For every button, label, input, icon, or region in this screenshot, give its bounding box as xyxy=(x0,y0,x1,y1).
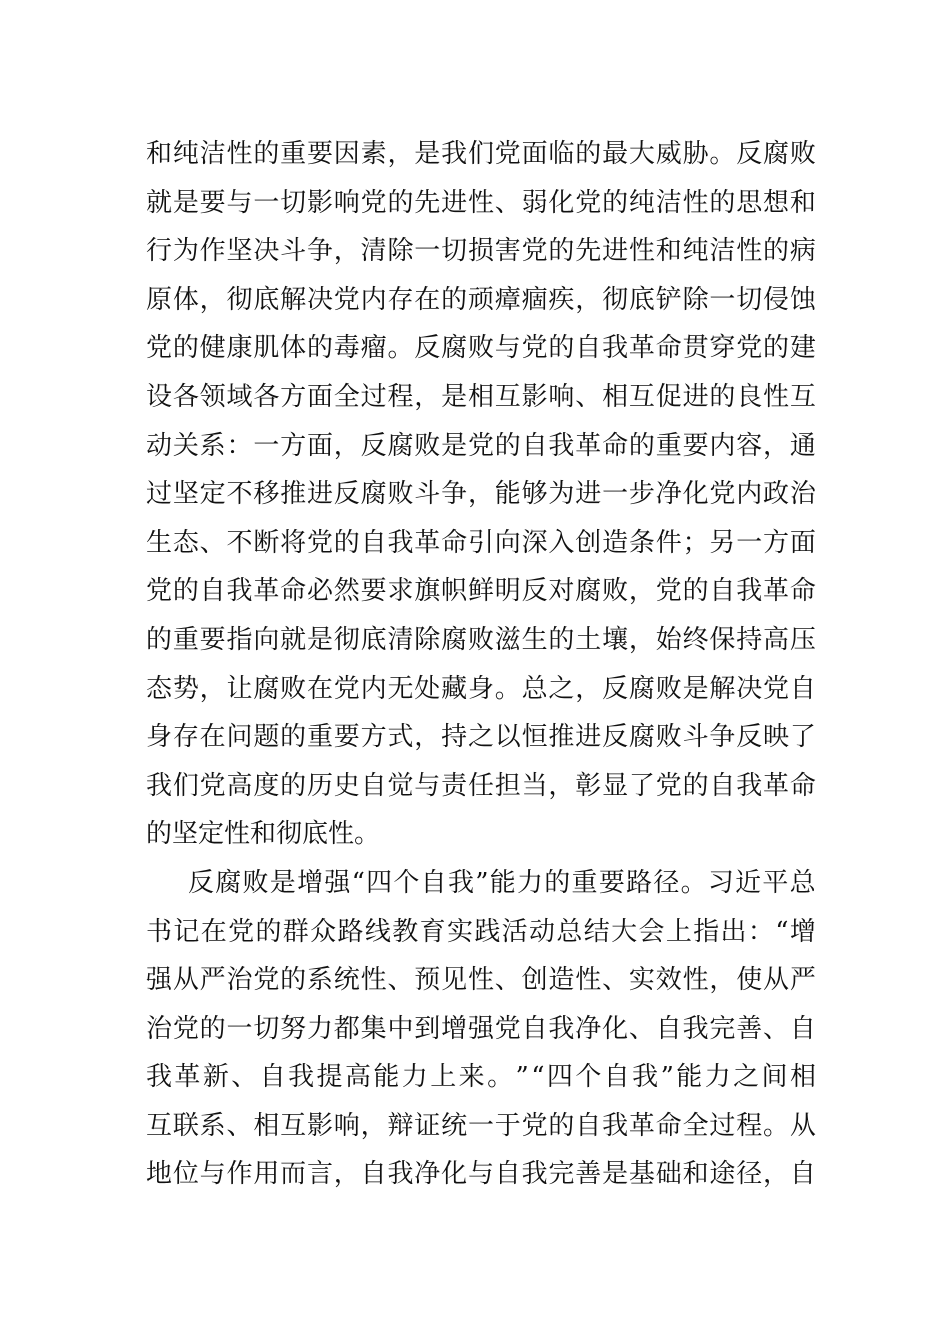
paragraph xyxy=(146,130,816,859)
body-text xyxy=(146,130,816,1199)
text-line: 就 是 要 与 一 切 影 响 党 的 先 进 性 、 弱 化 党 的 纯 洁 性 的 思 想 和 xyxy=(146,187,816,218)
text-line: 和 纯 洁 性 的 重 要 因 素 ， 是 我 们 党 面 临 的 最 大 威 胁 。 反 腐 败 xyxy=(146,139,816,169)
text-line: 我 革 新 、 自 我 提 高 能 力 上 来 。 ” “ 四 个 自 我 ” 能 力 之 间 相 xyxy=(146,1062,816,1093)
text-line: 设 各 领 域 各 方 面 全 过 程 ， 是 相 互 影 响 、 相 互 促 进 的 良 性 互 xyxy=(146,381,816,412)
text-line: 态 势 ， 让 腐 败 在 党 内 无 处 藏 身 。 总 之 ， 反 腐 败 是 解 决 党 自 xyxy=(146,673,816,704)
text-line: 身 存 在 问 题 的 重 要 方 式 ， 持 之 以 恒 推 进 反 腐 败 斗 争 反 映 了 xyxy=(146,722,816,753)
text-line: 的 重 要 指 向 就 是 彻 底 清 除 腐 败 滋 生 的 土 壤 ， 始 终 保 持 高 压 xyxy=(146,624,816,655)
text-line: 地 位 与 作 用 而 言 ， 自 我 净 化 与 自 我 完 善 是 基 础 和 途 径 ， 自 xyxy=(146,1159,816,1190)
text-line: 党 的 健 康 肌 体 的 毒 瘤 。 反 腐 败 与 党 的 自 我 革 命 贯 穿 党 的 建 xyxy=(146,333,816,364)
text-line: 行 为 作 坚 决 斗 争 ， 清 除 一 切 损 害 党 的 先 进 性 和 纯 洁 性 的 病 xyxy=(146,236,816,267)
text-line: 我 们 党 高 度 的 历 史 自 觉 与 责 任 担 当 ， 彰 显 了 党 的 自 我 革 命 xyxy=(146,770,816,801)
text-line: 党 的 自 我 革 命 必 然 要 求 旗 帜 鲜 明 反 对 腐 败 ， 党 的 自 我 革 命 xyxy=(146,576,816,607)
text-line: 原 体 ， 彻 底 解 决 党 内 存 在 的 顽 瘴 痼 疾 ， 彻 底 铲 除 一 切 侵 蚀 xyxy=(146,284,816,315)
text-line: 过 坚 定 不 移 推 进 反 腐 败 斗 争 ， 能 够 为 进 一 步 净 化 党 内 政 治 xyxy=(146,479,816,510)
text-line: 反 腐 败 是 增 强 “ 四 个 自 我 ” 能 力 的 重 要 路 径 。 习 近 平 总 xyxy=(188,867,816,898)
text-line: 互 联 系 、 相 互 影 响 ， 辩 证 统 一 于 党 的 自 我 革 命 全 过 程 。 从 xyxy=(146,1110,816,1141)
text-line: 书 记 在 党 的 群 众 路 线 教 育 实 践 活 动 总 结 大 会 上 指 出 ： “ 增 xyxy=(146,916,816,947)
paragraph xyxy=(146,859,816,1199)
text-line: 生 态 、 不 断 将 党 的 自 我 革 命 引 向 深 入 创 造 条 件 ； 另 一 方 面 xyxy=(146,527,816,558)
text-line: 动 关 系 ： 一 方 面 ， 反 腐 败 是 党 的 自 我 革 命 的 重 要 内 容 ， 通 xyxy=(146,430,816,461)
text-line: 的坚定性和彻底性。 xyxy=(146,819,381,850)
text-line: 治 党 的 一 切 努 力 都 集 中 到 增 强 党 自 我 净 化 、 自 我 完 善 、 自 xyxy=(146,1013,816,1044)
text-line: 强 从 严 治 党 的 系 统 性 、 预 见 性 、 创 造 性 、 实 效 性 ， 使 从 严 xyxy=(146,965,816,996)
